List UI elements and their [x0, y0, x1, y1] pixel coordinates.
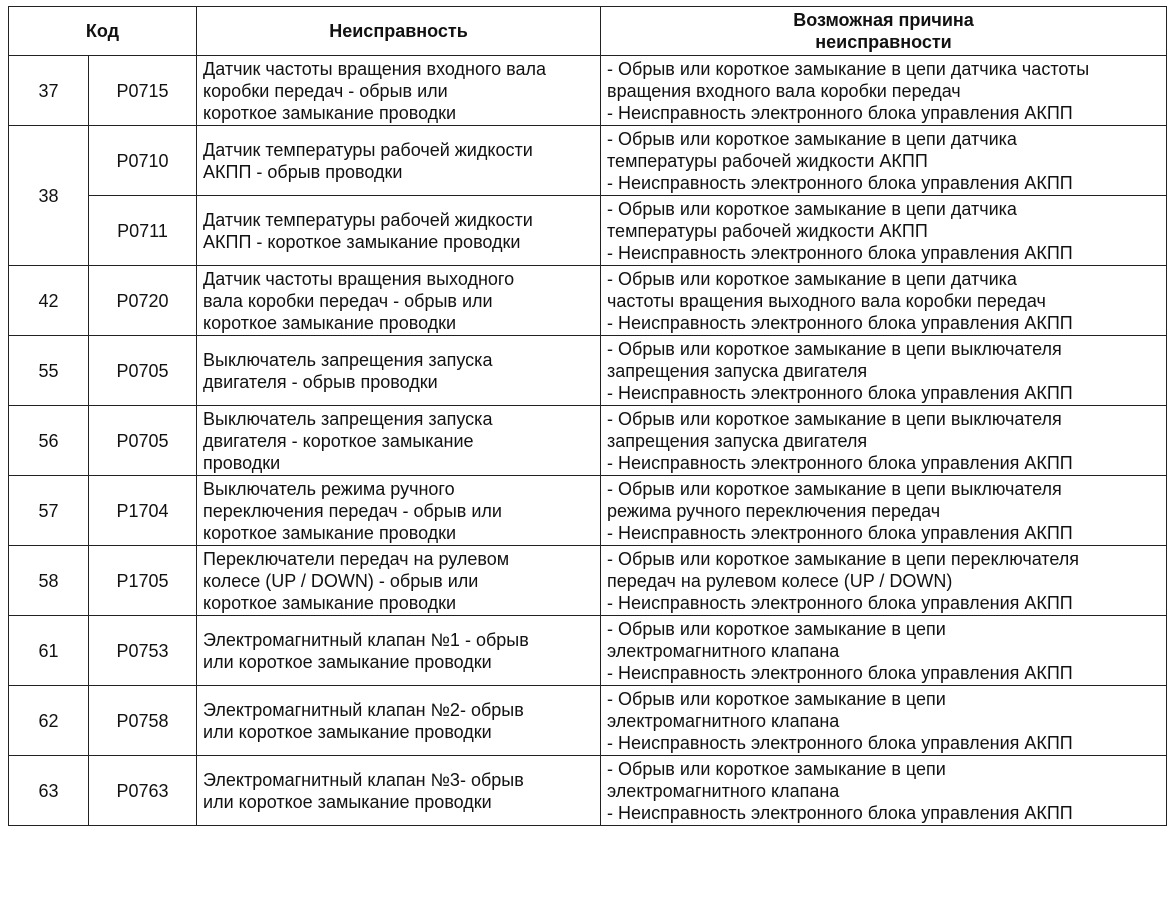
- cause-line: - Неисправность электронного блока управления АКПП: [607, 732, 1073, 753]
- fault-line: коробки передач - обрыв или: [203, 80, 448, 101]
- row-code: P0753: [89, 616, 197, 686]
- fault-line: Электромагнитный клапан №1 - обрыв: [203, 629, 529, 650]
- table-row: [9, 126, 1167, 196]
- row-cause: [601, 546, 1167, 616]
- cause-line: - Обрыв или короткое замыкание в цепи: [607, 688, 946, 709]
- row-cause: [601, 756, 1167, 826]
- cause-line: - Неисправность электронного блока управления АКПП: [607, 102, 1073, 123]
- header-cause-line1: Возможная причина: [793, 10, 974, 30]
- cause-line: - Неисправность электронного блока управления АКПП: [607, 522, 1073, 543]
- row-number: 42: [9, 266, 89, 336]
- cause-line: - Неисправность электронного блока управления АКПП: [607, 452, 1073, 473]
- row-code: P0705: [89, 336, 197, 406]
- fault-line: или короткое замыкание проводки: [203, 651, 492, 672]
- fault-line: короткое замыкание проводки: [203, 102, 457, 123]
- cause-line: - Обрыв или короткое замыкание в цепи: [607, 618, 946, 639]
- header-cause: [601, 7, 1167, 56]
- fault-line: вала коробки передач - обрыв или: [203, 290, 493, 311]
- row-number: 55: [9, 336, 89, 406]
- cause-line: - Неисправность электронного блока управления АКПП: [607, 662, 1073, 683]
- row-fault: [197, 756, 601, 826]
- table-row: [9, 56, 1167, 126]
- fault-line: Электромагнитный клапан №2- обрыв: [203, 699, 524, 720]
- fault-line: или короткое замыкание проводки: [203, 791, 492, 812]
- row-cause: [601, 126, 1167, 196]
- cause-line: - Обрыв или короткое замыкание в цепи выключателя: [607, 338, 1062, 359]
- cause-line: частоты вращения выходного вала коробки передач: [607, 290, 1046, 311]
- fault-code-table: [8, 6, 1167, 826]
- fault-line: Переключатели передач на рулевом: [203, 548, 510, 569]
- row-code: P0758: [89, 686, 197, 756]
- fault-line: короткое замыкание проводки: [203, 312, 457, 333]
- row-cause: [601, 616, 1167, 686]
- fault-line: короткое замыкание проводки: [203, 522, 457, 543]
- row-fault: [197, 266, 601, 336]
- row-fault: [197, 546, 601, 616]
- cause-line: - Неисправность электронного блока управления АКПП: [607, 592, 1073, 613]
- cause-line: электромагнитного клапана: [607, 640, 840, 661]
- row-fault: [197, 126, 601, 196]
- fault-line: Выключатель запрещения запуска: [203, 349, 493, 370]
- cause-line: запрещения запуска двигателя: [607, 360, 868, 381]
- cause-line: передач на рулевом колесе (UP / DOWN): [607, 570, 953, 591]
- fault-line: Датчик частоты вращения выходного: [203, 268, 515, 289]
- fault-line: двигателя - короткое замыкание: [203, 430, 474, 451]
- row-code: P1704: [89, 476, 197, 546]
- table-row: [9, 546, 1167, 616]
- row-fault: [197, 476, 601, 546]
- cause-line: температуры рабочей жидкости АКПП: [607, 220, 928, 241]
- fault-line: переключения передач - обрыв или: [203, 500, 502, 521]
- row-number: 63: [9, 756, 89, 826]
- cause-line: - Обрыв или короткое замыкание в цепи: [607, 758, 946, 779]
- row-code: P0711: [89, 196, 197, 266]
- row-cause: [601, 266, 1167, 336]
- fault-line: двигателя - обрыв проводки: [203, 371, 438, 392]
- header-cause-line2: неисправности: [815, 32, 952, 52]
- cause-line: - Обрыв или короткое замыкание в цепи датчика: [607, 198, 1017, 219]
- cause-line: - Обрыв или короткое замыкание в цепи выключателя: [607, 478, 1062, 499]
- cause-line: режима ручного переключения передач: [607, 500, 941, 521]
- row-cause: [601, 196, 1167, 266]
- row-code: P1705: [89, 546, 197, 616]
- row-fault: [197, 616, 601, 686]
- fault-line: короткое замыкание проводки: [203, 592, 457, 613]
- row-code: P0710: [89, 126, 197, 196]
- row-code: P0763: [89, 756, 197, 826]
- table-row: [9, 476, 1167, 546]
- table-row: [9, 196, 1167, 266]
- row-cause: [601, 406, 1167, 476]
- row-cause: [601, 336, 1167, 406]
- cause-line: вращения входного вала коробки передач: [607, 80, 961, 101]
- row-cause: [601, 476, 1167, 546]
- cause-line: - Обрыв или короткое замыкание в цепи переключателя: [607, 548, 1080, 569]
- row-fault: [197, 196, 601, 266]
- fault-line: Электромагнитный клапан №3- обрыв: [203, 769, 524, 790]
- cause-line: электромагнитного клапана: [607, 780, 840, 801]
- fault-line: проводки: [203, 452, 281, 473]
- fault-line: Датчик частоты вращения входного вала: [203, 58, 547, 79]
- fault-line: Датчик температуры рабочей жидкости: [203, 209, 533, 230]
- row-fault: [197, 336, 601, 406]
- table-row: [9, 756, 1167, 826]
- row-code: P0720: [89, 266, 197, 336]
- fault-line: колесе (UP / DOWN) - обрыв или: [203, 570, 479, 591]
- row-number: 37: [9, 56, 89, 126]
- cause-line: температуры рабочей жидкости АКПП: [607, 150, 928, 171]
- row-number: 58: [9, 546, 89, 616]
- row-number: 57: [9, 476, 89, 546]
- cause-line: - Неисправность электронного блока управления АКПП: [607, 802, 1073, 823]
- fault-line: или короткое замыкание проводки: [203, 721, 492, 742]
- cause-line: - Неисправность электронного блока управления АКПП: [607, 382, 1073, 403]
- fault-line: Выключатель запрещения запуска: [203, 408, 493, 429]
- row-cause: [601, 56, 1167, 126]
- header-code: Код: [9, 7, 197, 56]
- row-number: 56: [9, 406, 89, 476]
- fault-line: АКПП - короткое замыкание проводки: [203, 231, 521, 252]
- cause-line: запрещения запуска двигателя: [607, 430, 868, 451]
- fault-line: Выключатель режима ручного: [203, 478, 455, 499]
- cause-line: - Неисправность электронного блока управления АКПП: [607, 242, 1073, 263]
- cause-line: - Обрыв или короткое замыкание в цепи датчика: [607, 128, 1017, 149]
- table-row: [9, 336, 1167, 406]
- cause-line: - Обрыв или короткое замыкание в цепи выключателя: [607, 408, 1062, 429]
- cause-line: - Обрыв или короткое замыкание в цепи датчика: [607, 268, 1017, 289]
- row-fault: [197, 686, 601, 756]
- row-fault: [197, 56, 601, 126]
- header-fault: Неисправность: [197, 7, 601, 56]
- cause-line: электромагнитного клапана: [607, 710, 840, 731]
- row-fault: [197, 406, 601, 476]
- cause-line: - Неисправность электронного блока управления АКПП: [607, 172, 1073, 193]
- table-row: [9, 616, 1167, 686]
- row-number: 62: [9, 686, 89, 756]
- row-code: P0715: [89, 56, 197, 126]
- row-cause: [601, 686, 1167, 756]
- table-body: [9, 56, 1167, 826]
- table-header-row: [9, 7, 1167, 56]
- row-code: P0705: [89, 406, 197, 476]
- row-number: 61: [9, 616, 89, 686]
- table-row: [9, 686, 1167, 756]
- cause-line: - Обрыв или короткое замыкание в цепи датчика частоты: [607, 58, 1090, 79]
- fault-line: Датчик температуры рабочей жидкости: [203, 139, 533, 160]
- row-number: 38: [9, 126, 89, 266]
- cause-line: - Неисправность электронного блока управления АКПП: [607, 312, 1073, 333]
- table-row: [9, 406, 1167, 476]
- fault-line: АКПП - обрыв проводки: [203, 161, 403, 182]
- table-row: [9, 266, 1167, 336]
